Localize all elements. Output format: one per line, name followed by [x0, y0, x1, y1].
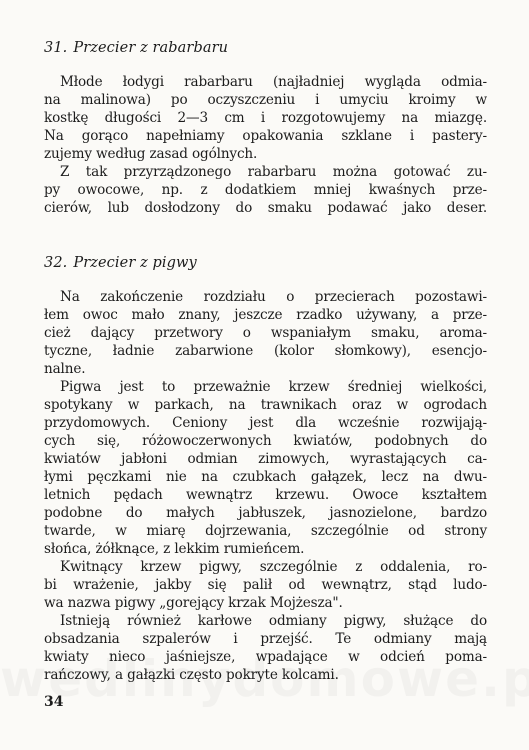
paragraph-line: słońca, żółknące, z lekkim rumieńcem. — [44, 541, 305, 557]
paragraph-line: Istnieją również karłowe odmiany pigwy, służące do — [60, 613, 487, 629]
paragraph-line: przydomowych. Ceniony jest dla wcześnie rozwijają- — [44, 415, 487, 431]
page-number: 34 — [44, 694, 64, 710]
paragraph-line: py owocowe, np. z dodatkiem mniej kwaśnych prze- — [44, 182, 487, 198]
paragraph-line: łymi pęczkami nie na czubkach gałązek, lecz na dwu- — [44, 469, 487, 485]
paragraph-line: bi wrażenie, jakby się palił od wewnątrz, stąd ludo- — [44, 577, 487, 593]
section-number: 31. — [44, 40, 68, 56]
section-heading-32 — [44, 255, 197, 271]
paragraph-line: twarde, w miarę dojrzewania, szczególnie od strony — [44, 523, 487, 539]
paragraph-line: kostkę długości 2—3 cm i rozgotowujemy na miazgę. — [44, 110, 487, 126]
paragraph-line: Pigwa jest to przeważnie krzew średniej wielkości, — [60, 379, 487, 395]
paragraph-line: kwiatów jabłoni odmian zimowych, wyrastających ca- — [44, 451, 487, 467]
paragraph-line: Na gorąco napełniamy opakowania szklane i pastery- — [44, 128, 487, 144]
paragraph-line: kwiaty nieco jaśniejsze, wpadające w odcień poma- — [44, 649, 487, 665]
section-title: Przecier z rabarbaru — [73, 40, 229, 56]
paragraph-line: cież dający przetwory o wspaniałym smaku, aroma- — [44, 325, 487, 341]
paragraph-line: nalne. — [44, 361, 86, 377]
paragraph-line: Z tak przyrządzonego rabarbaru można gotować zu- — [60, 164, 487, 180]
paragraph-line: zujemy według zasad ogólnych. — [44, 146, 258, 162]
paragraph-line: podobne do małych jabłuszek, jasnozielone, bardzo — [44, 505, 487, 521]
paragraph-line: letnich pędach wewnątrz krzewu. Owoce kształtem — [44, 487, 487, 503]
paragraph-line: Młode łodygi rabarbaru (najładniej wygląda odmia- — [60, 74, 487, 90]
section-title: Przecier z pigwy — [73, 255, 197, 271]
watermark — [0, 650, 529, 708]
section-heading-31 — [44, 40, 228, 56]
paragraph-line: cych się, różowoczerwonych kwiatów, podobnych do — [44, 433, 487, 449]
paragraph-line: rańczowy, a gałązki często pokryte kolcami. — [44, 667, 339, 683]
paragraph-line: wa nazwa pigwy „gorejący krzak Mojżesza". — [44, 595, 343, 611]
paragraph-line: Kwitnący krzew pigwy, szczególnie z oddalenia, ro- — [60, 559, 487, 575]
paragraph-line: spotykany w parkach, na trawnikach oraz w ogrodach — [44, 397, 487, 413]
paragraph-line: Na zakończenie rozdziału o przecierach pozostawi- — [60, 289, 487, 305]
paragraph-line: na malinowa) po oczyszczeniu i umyciu kroimy w — [44, 92, 487, 108]
paragraph-line: tyczne, ładnie zabarwione (kolor słomkowy), esencjo- — [44, 343, 487, 359]
paragraph-line: łem owoc mało znany, jeszcze rzadko używany, a prze- — [44, 307, 487, 323]
paragraph-line: cierów, lub dosłodzony do smaku podawać jako deser. — [44, 200, 487, 216]
section-number: 32. — [44, 255, 68, 271]
paragraph-line: obsadzania szpalerów i przejść. Te odmiany mają — [44, 631, 487, 647]
